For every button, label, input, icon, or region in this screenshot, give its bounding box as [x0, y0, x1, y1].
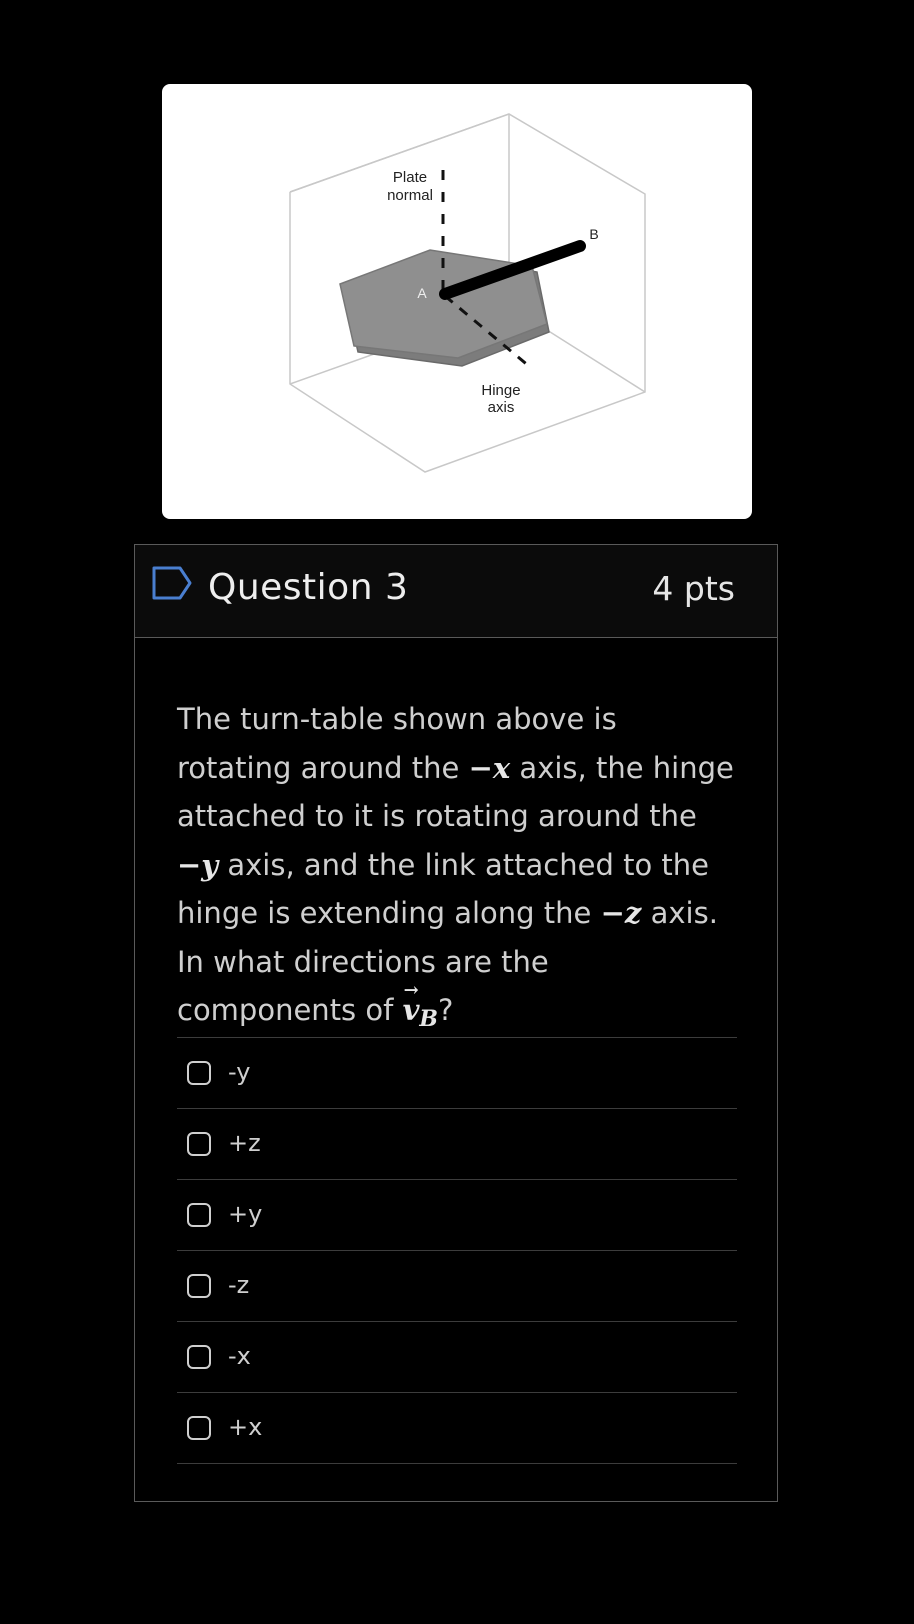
plate-normal-label-1: Plate [392, 169, 428, 186]
question-header [135, 545, 777, 638]
answer-option-pos-x[interactable] [177, 1393, 737, 1464]
answer-label: -y [228, 1058, 251, 1086]
answer-label: +z [228, 1129, 261, 1157]
point-b-label: B [589, 226, 599, 242]
checkbox[interactable] [187, 1345, 211, 1369]
hinge-axis-label-2: axis [487, 399, 515, 416]
checkbox[interactable] [187, 1203, 211, 1227]
bookmark-flag-icon[interactable] [151, 565, 193, 601]
question-text-part3: axis, and the link attached to the hinge is extending along the [177, 847, 710, 930]
question-text-part2: axis, the hinge attached to it is rotating around the [177, 750, 734, 833]
checkbox[interactable] [187, 1132, 211, 1156]
answer-list [177, 1037, 737, 1464]
answer-label: +x [228, 1413, 263, 1441]
turntable-diagram [162, 84, 752, 519]
answer-option-pos-y[interactable] [177, 1180, 737, 1251]
question-points: 4 pts [652, 569, 735, 608]
answer-option-neg-z[interactable] [177, 1251, 737, 1322]
question-text [177, 695, 737, 1044]
question-title: Question 3 [208, 567, 409, 608]
math-neg-z: −z [600, 896, 642, 930]
checkbox[interactable] [187, 1061, 211, 1085]
answer-label: -x [228, 1342, 251, 1370]
checkbox[interactable] [187, 1416, 211, 1440]
hinge-axis-label-1: Hinge [481, 382, 521, 399]
answer-label: -z [228, 1271, 250, 1299]
question-text-part1: The turn-table shown above is rotating around the [177, 702, 617, 785]
figure-image [162, 84, 752, 519]
point-a-label: A [417, 285, 427, 301]
answer-label: +y [228, 1200, 263, 1228]
math-neg-x: −x [468, 750, 511, 785]
question-text-part4: axis. In what directions are the components of [177, 896, 718, 1027]
math-velocity-vector: → v [403, 986, 420, 1035]
question-text-part5: ? [438, 993, 454, 1027]
math-neg-y: −y [177, 847, 219, 882]
question-card [134, 544, 778, 1502]
answer-option-neg-y[interactable] [177, 1038, 737, 1109]
plate-normal-label-2: normal [387, 187, 433, 204]
answer-option-pos-z[interactable] [177, 1109, 737, 1180]
checkbox[interactable] [187, 1274, 211, 1298]
answer-option-neg-x[interactable] [177, 1322, 737, 1393]
math-velocity-subscript: B [419, 1006, 439, 1032]
